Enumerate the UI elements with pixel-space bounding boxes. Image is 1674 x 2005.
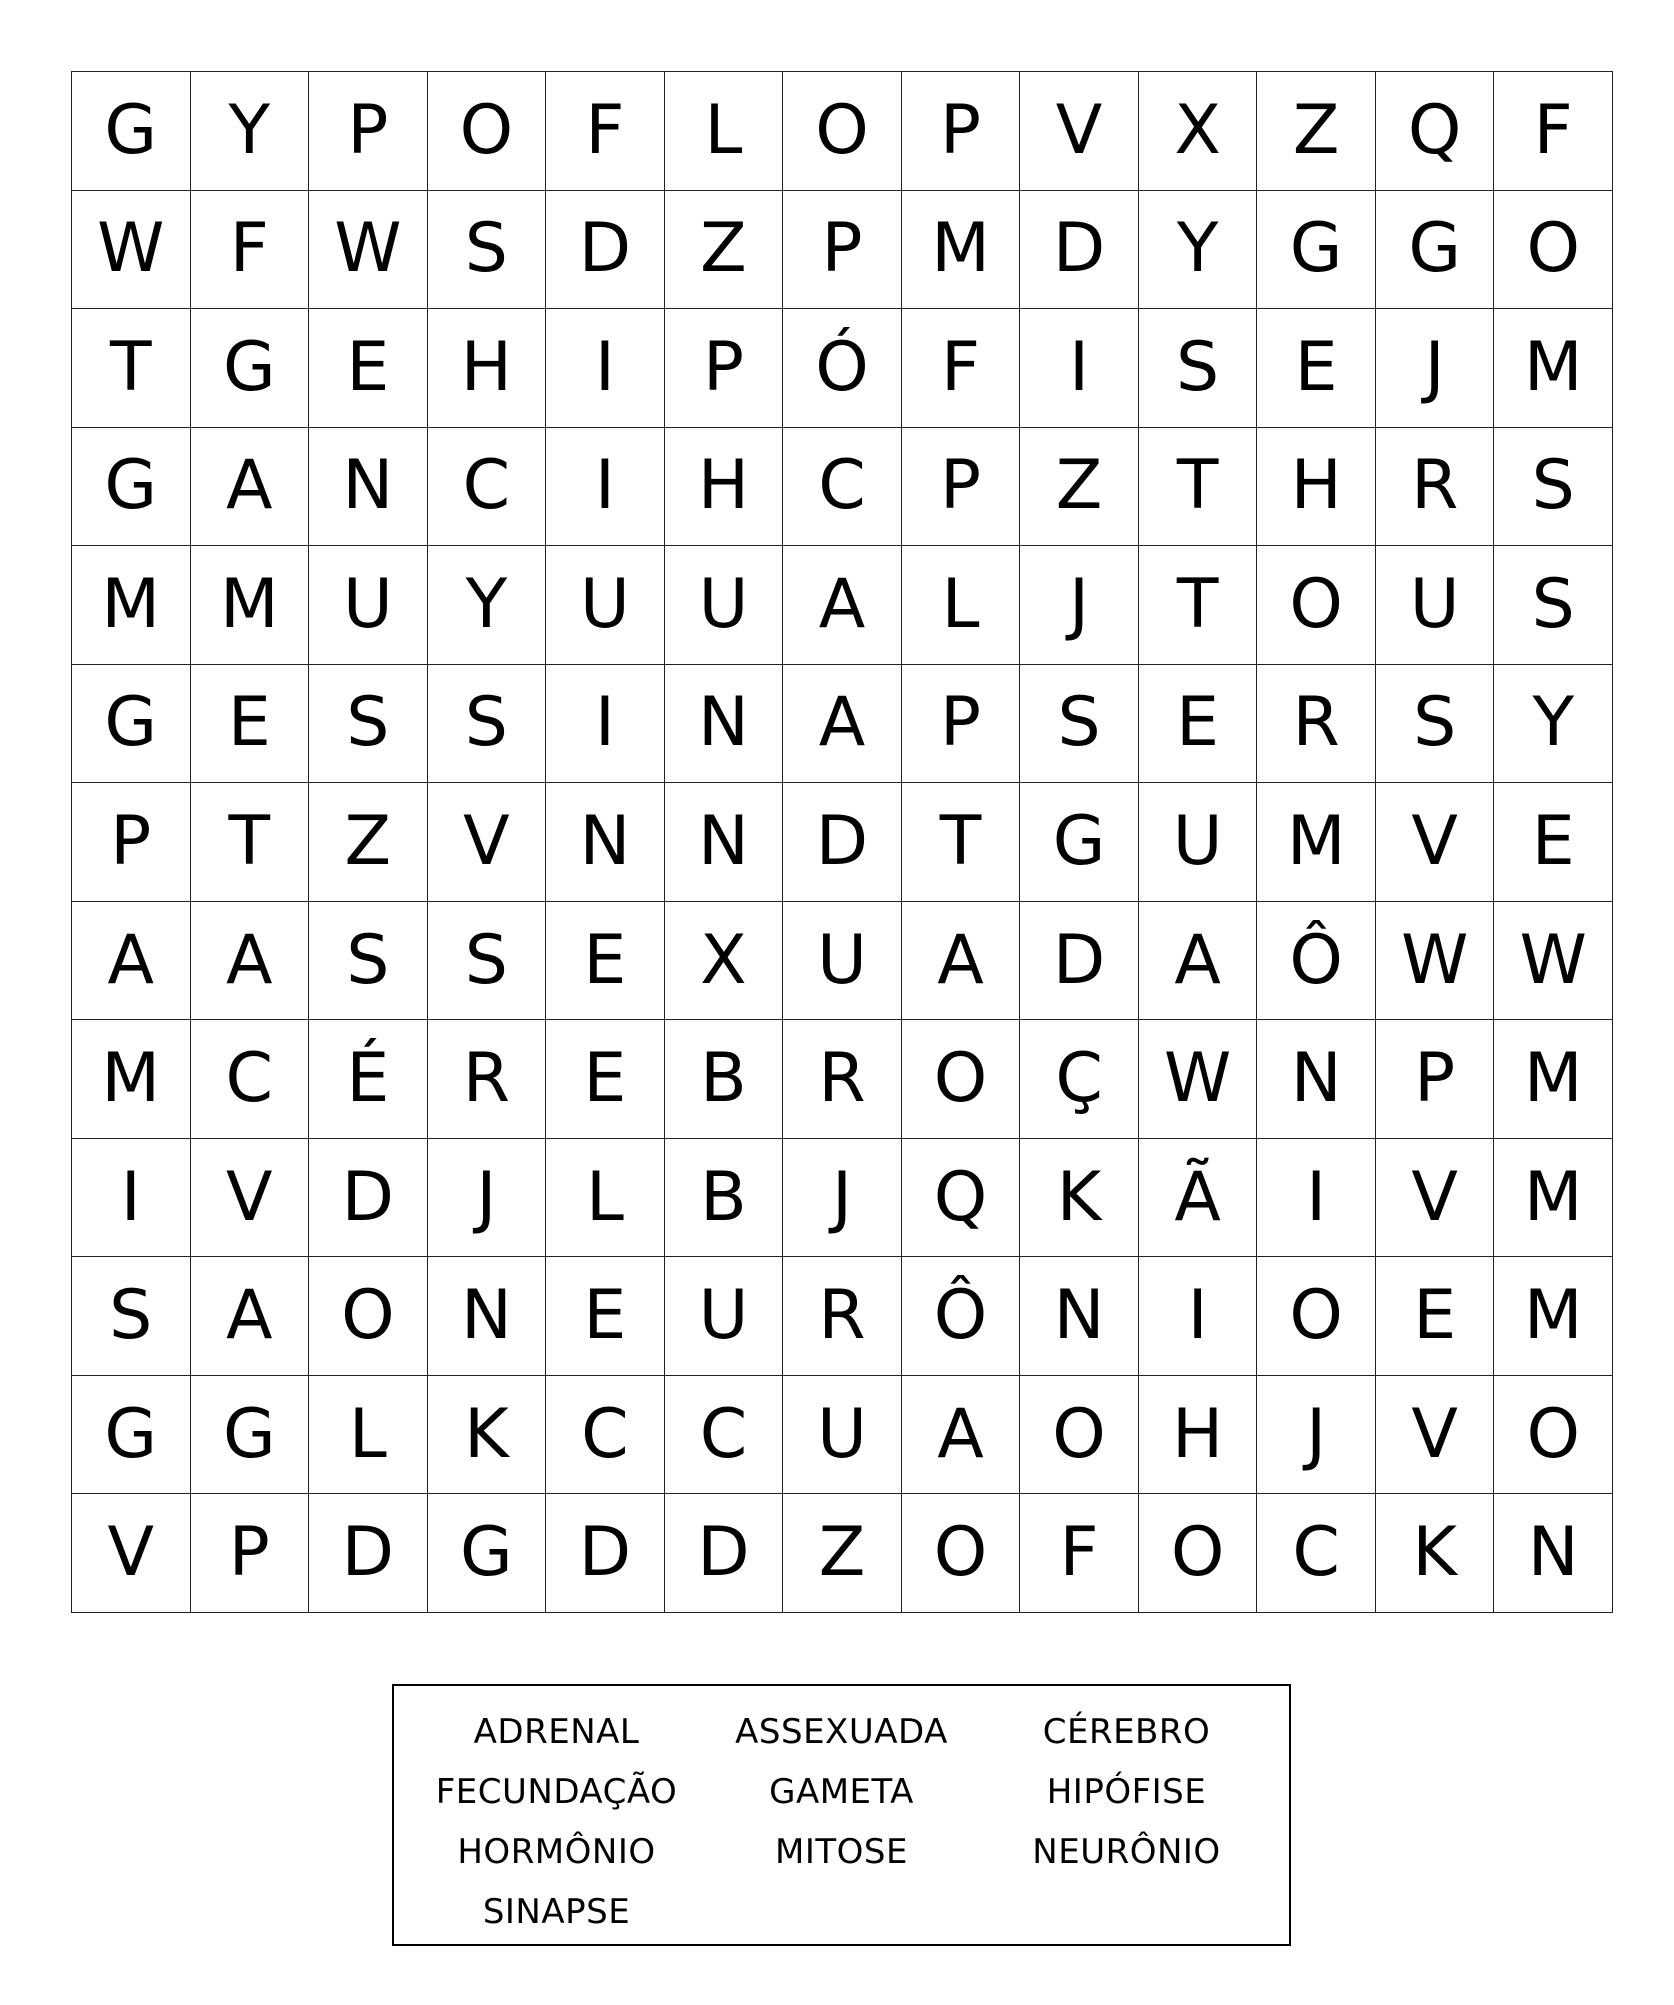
grid-cell[interactable]: F	[902, 309, 1021, 428]
grid-cell[interactable]: P	[191, 1494, 310, 1613]
grid-cell[interactable]: R	[1257, 665, 1376, 784]
grid-cell[interactable]: V	[1376, 783, 1495, 902]
word-list-item: ASSEXUADA	[735, 1712, 948, 1752]
word-list-item: GAMETA	[769, 1772, 914, 1812]
grid-cell[interactable]: E	[1139, 665, 1258, 784]
grid-cell[interactable]: V	[191, 1139, 310, 1258]
grid-cell[interactable]: G	[72, 1376, 191, 1495]
grid-cell[interactable]: O	[902, 1020, 1021, 1139]
grid-cell[interactable]: D	[1020, 191, 1139, 310]
grid-cell[interactable]: D	[1020, 902, 1139, 1021]
grid-cell[interactable]: Z	[783, 1494, 902, 1613]
grid-cell[interactable]: S	[1139, 309, 1258, 428]
grid-cell[interactable]: L	[665, 72, 784, 191]
grid-cell[interactable]: A	[191, 902, 310, 1021]
grid-cell[interactable]: S	[309, 902, 428, 1021]
grid-cell[interactable]: W	[1494, 902, 1613, 1021]
word-search-grid	[71, 71, 1613, 1613]
grid-cell[interactable]: D	[783, 783, 902, 902]
grid-cell[interactable]: T	[1139, 428, 1258, 547]
grid-cell[interactable]: G	[72, 665, 191, 784]
grid-cell[interactable]: S	[1020, 665, 1139, 784]
grid-cell[interactable]: E	[546, 902, 665, 1021]
grid-cell[interactable]: H	[1257, 428, 1376, 547]
grid-cell[interactable]: I	[72, 1139, 191, 1258]
grid-cell[interactable]: G	[72, 72, 191, 191]
grid-cell[interactable]: D	[309, 1494, 428, 1613]
grid-cell[interactable]: L	[902, 546, 1021, 665]
grid-cell[interactable]: C	[665, 1376, 784, 1495]
grid-cell[interactable]: O	[783, 72, 902, 191]
grid-cell[interactable]: R	[1376, 428, 1495, 547]
grid-cell[interactable]: H	[428, 309, 547, 428]
grid-cell[interactable]: R	[783, 1257, 902, 1376]
grid-cell[interactable]: I	[1020, 309, 1139, 428]
grid-cell[interactable]: O	[1494, 1376, 1613, 1495]
grid-cell[interactable]: M	[902, 191, 1021, 310]
grid-cell[interactable]: W	[72, 191, 191, 310]
grid-cell[interactable]: M	[1494, 1139, 1613, 1258]
grid-cell[interactable]: E	[309, 309, 428, 428]
grid-cell[interactable]: S	[428, 902, 547, 1021]
grid-cell[interactable]: E	[1376, 1257, 1495, 1376]
word-list-item: HORMÔNIO	[457, 1832, 656, 1872]
grid-cell[interactable]: M	[1494, 1257, 1613, 1376]
word-list-item: CÉREBRO	[1042, 1712, 1211, 1752]
grid-cell[interactable]: E	[1494, 783, 1613, 902]
grid-cell[interactable]: E	[546, 1257, 665, 1376]
grid-cell[interactable]: S	[1376, 665, 1495, 784]
grid-cell[interactable]: O	[1257, 1257, 1376, 1376]
grid-cell[interactable]: C	[1257, 1494, 1376, 1613]
grid-cell[interactable]: A	[191, 1257, 310, 1376]
grid-cell[interactable]: J	[783, 1139, 902, 1258]
grid-cell[interactable]: O	[1257, 546, 1376, 665]
grid-cell[interactable]: D	[309, 1139, 428, 1258]
grid-cell[interactable]: V	[72, 1494, 191, 1613]
grid-cell[interactable]: M	[1494, 1020, 1613, 1139]
grid-cell[interactable]: V	[1376, 1376, 1495, 1495]
grid-cell[interactable]: M	[1494, 309, 1613, 428]
grid-cell[interactable]: É	[309, 1020, 428, 1139]
grid-cell[interactable]: N	[665, 783, 784, 902]
grid-cell[interactable]: K	[1020, 1139, 1139, 1258]
grid-cell[interactable]: D	[546, 191, 665, 310]
grid-cell[interactable]: R	[783, 1020, 902, 1139]
grid-cell[interactable]: F	[191, 191, 310, 310]
grid-cell[interactable]: D	[665, 1494, 784, 1613]
grid-cell[interactable]: I	[1257, 1139, 1376, 1258]
word-list-item: MITOSE	[775, 1832, 908, 1872]
grid-cell[interactable]: U	[309, 546, 428, 665]
grid-cell[interactable]: A	[783, 546, 902, 665]
grid-cell[interactable]: J	[1020, 546, 1139, 665]
grid-cell[interactable]: W	[309, 191, 428, 310]
grid-cell[interactable]: C	[546, 1376, 665, 1495]
word-list-item: HIPÓFISE	[1046, 1772, 1207, 1812]
grid-cell[interactable]: B	[665, 1139, 784, 1258]
grid-cell[interactable]: C	[191, 1020, 310, 1139]
grid-cell[interactable]: U	[1376, 546, 1495, 665]
grid-cell[interactable]: O	[309, 1257, 428, 1376]
grid-cell[interactable]: X	[665, 902, 784, 1021]
grid-cell[interactable]: A	[191, 428, 310, 547]
grid-cell[interactable]: V	[1020, 72, 1139, 191]
grid-cell[interactable]: N	[428, 1257, 547, 1376]
grid-cell[interactable]: P	[665, 309, 784, 428]
grid-cell[interactable]: Z	[1257, 72, 1376, 191]
grid-cell[interactable]: L	[546, 1139, 665, 1258]
grid-cell[interactable]: O	[1139, 1494, 1258, 1613]
grid-cell[interactable]: J	[428, 1139, 547, 1258]
grid-cell[interactable]: Z	[1020, 428, 1139, 547]
grid-cell[interactable]: O	[1494, 191, 1613, 310]
grid-cell[interactable]: K	[428, 1376, 547, 1495]
grid-cell[interactable]: C	[783, 428, 902, 547]
grid-cell[interactable]: P	[1376, 1020, 1495, 1139]
grid-cell[interactable]: B	[665, 1020, 784, 1139]
grid-cell[interactable]: Ç	[1020, 1020, 1139, 1139]
grid-cell[interactable]: A	[72, 902, 191, 1021]
grid-cell[interactable]: N	[1020, 1257, 1139, 1376]
word-list-item: NEURÔNIO	[1032, 1832, 1221, 1872]
grid-cell[interactable]: I	[546, 665, 665, 784]
grid-cell[interactable]: M	[191, 546, 310, 665]
grid-cell[interactable]: F	[546, 72, 665, 191]
grid-cell[interactable]: K	[1376, 1494, 1495, 1613]
grid-cell[interactable]: G	[191, 1376, 310, 1495]
grid-cell[interactable]: G	[1376, 191, 1495, 310]
grid-cell[interactable]: H	[1139, 1376, 1258, 1495]
grid-cell[interactable]: O	[428, 72, 547, 191]
grid-cell[interactable]: V	[1376, 1139, 1495, 1258]
grid-cell[interactable]: U	[546, 546, 665, 665]
grid-cell[interactable]: N	[546, 783, 665, 902]
grid-cell[interactable]: N	[1257, 1020, 1376, 1139]
grid-cell[interactable]: E	[546, 1020, 665, 1139]
grid-cell[interactable]: Ô	[902, 1257, 1021, 1376]
grid-cell[interactable]: A	[1139, 902, 1258, 1021]
grid-cell[interactable]: L	[309, 1376, 428, 1495]
grid-cell[interactable]: N	[309, 428, 428, 547]
grid-cell[interactable]: C	[428, 428, 547, 547]
grid-cell[interactable]: S	[1494, 546, 1613, 665]
grid-cell[interactable]: J	[1257, 1376, 1376, 1495]
grid-cell[interactable]: F	[1494, 72, 1613, 191]
grid-cell[interactable]: U	[783, 1376, 902, 1495]
grid-cell[interactable]: Ã	[1139, 1139, 1258, 1258]
word-list-item: SINAPSE	[482, 1892, 631, 1932]
grid-cell[interactable]: Y	[428, 546, 547, 665]
grid-cell[interactable]: P	[309, 72, 428, 191]
grid-cell[interactable]: J	[1376, 309, 1495, 428]
grid-cell[interactable]: R	[428, 1020, 547, 1139]
grid-cell[interactable]: Q	[902, 1139, 1021, 1258]
grid-cell[interactable]: Q	[1376, 72, 1495, 191]
grid-cell[interactable]: H	[665, 428, 784, 547]
grid-cell[interactable]: O	[1020, 1376, 1139, 1495]
grid-cell[interactable]: O	[902, 1494, 1021, 1613]
grid-cell[interactable]: Y	[191, 72, 310, 191]
grid-cell[interactable]: N	[665, 665, 784, 784]
grid-cell[interactable]: S	[428, 665, 547, 784]
grid-cell[interactable]: A	[902, 902, 1021, 1021]
grid-cell[interactable]: P	[902, 428, 1021, 547]
grid-cell[interactable]: D	[546, 1494, 665, 1613]
word-list-box	[392, 1684, 1291, 1946]
grid-cell[interactable]: E	[191, 665, 310, 784]
grid-cell[interactable]: G	[72, 428, 191, 547]
grid-cell[interactable]: X	[1139, 72, 1258, 191]
grid-cell[interactable]: A	[783, 665, 902, 784]
grid-cell[interactable]: G	[428, 1494, 547, 1613]
grid-cell[interactable]: G	[1020, 783, 1139, 902]
grid-cell[interactable]: S	[1494, 428, 1613, 547]
grid-cell[interactable]: I	[546, 428, 665, 547]
grid-cell[interactable]: T	[902, 783, 1021, 902]
grid-cell[interactable]: U	[783, 902, 902, 1021]
grid-cell[interactable]: T	[72, 309, 191, 428]
grid-cell[interactable]: Ô	[1257, 902, 1376, 1021]
grid-cell[interactable]: Y	[1494, 665, 1613, 784]
grid-cell[interactable]: P	[902, 665, 1021, 784]
grid-cell[interactable]: M	[72, 546, 191, 665]
grid-cell[interactable]: S	[428, 191, 547, 310]
grid-cell[interactable]: M	[1257, 783, 1376, 902]
word-list-item: FECUNDAÇÃO	[435, 1772, 678, 1812]
grid-cell[interactable]: I	[1139, 1257, 1258, 1376]
grid-cell[interactable]: Z	[309, 783, 428, 902]
grid-cell[interactable]: E	[1257, 309, 1376, 428]
grid-cell[interactable]: Z	[665, 191, 784, 310]
grid-cell[interactable]: P	[902, 72, 1021, 191]
grid-cell[interactable]: F	[1020, 1494, 1139, 1613]
grid-cell[interactable]: Ó	[783, 309, 902, 428]
grid-cell[interactable]: T	[1139, 546, 1258, 665]
word-list-item: ADRENAL	[473, 1712, 640, 1752]
grid-cell[interactable]: V	[428, 783, 547, 902]
grid-cell[interactable]: G	[1257, 191, 1376, 310]
grid-cell[interactable]: W	[1139, 1020, 1258, 1139]
grid-cell[interactable]: U	[665, 546, 784, 665]
grid-cell[interactable]: S	[72, 1257, 191, 1376]
word-list	[394, 1702, 1289, 1942]
grid-cell[interactable]: N	[1494, 1494, 1613, 1613]
grid-cell[interactable]: P	[783, 191, 902, 310]
grid-cell[interactable]: A	[902, 1376, 1021, 1495]
grid-cell[interactable]: I	[546, 309, 665, 428]
grid-cell[interactable]: U	[1139, 783, 1258, 902]
grid-cell[interactable]: Y	[1139, 191, 1258, 310]
grid-cell[interactable]: M	[72, 1020, 191, 1139]
grid-cell[interactable]: S	[309, 665, 428, 784]
grid-cell[interactable]: W	[1376, 902, 1495, 1021]
grid-cell[interactable]: P	[72, 783, 191, 902]
grid-cell[interactable]: U	[665, 1257, 784, 1376]
grid-cell[interactable]: G	[191, 309, 310, 428]
grid-cell[interactable]: T	[191, 783, 310, 902]
